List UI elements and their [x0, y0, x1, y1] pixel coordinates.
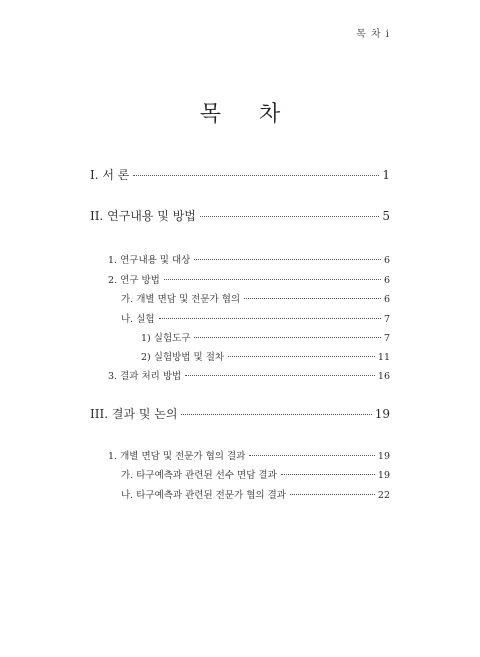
toc-entry-page: 7 — [383, 314, 390, 325]
toc-entry-label: 3. 결과 처리 방법 — [108, 371, 182, 382]
toc-entry-player-interview-results[interactable] — [121, 467, 390, 481]
toc-entry-experiment-procedure[interactable] — [141, 349, 390, 363]
toc-entry-label: 1. 연구내용 및 대상 — [108, 255, 191, 266]
title-char-1: 목 — [199, 102, 221, 127]
dot-leader — [249, 455, 375, 456]
toc-entry-methods[interactable] — [90, 207, 390, 224]
toc-entry-label: I. 서 론 — [90, 168, 130, 182]
toc-entry-research-method[interactable] — [108, 272, 390, 286]
dot-leader — [181, 414, 371, 415]
toc-entry-page: 19 — [377, 451, 390, 462]
toc-entry-interview-results[interactable] — [108, 448, 390, 462]
dot-leader — [185, 375, 375, 376]
toc-entry-page: 7 — [383, 333, 390, 344]
toc-entry-label: III. 결과 및 논의 — [90, 407, 178, 421]
toc-entry-page: 16 — [377, 371, 390, 382]
toc-entry-page: 19 — [374, 407, 390, 421]
toc-entry-page: 22 — [377, 490, 390, 501]
toc-entry-label: 가. 개별 면담 및 전문가 협의 — [121, 294, 241, 305]
toc-entry-page: 1 — [382, 168, 390, 182]
title-char-2: 차 — [259, 102, 281, 127]
toc-entry-content-subjects[interactable] — [108, 252, 390, 266]
toc-entry-label: II. 연구내용 및 방법 — [90, 209, 196, 223]
toc-entry-results-discussion[interactable] — [90, 405, 390, 422]
toc-entry-experiment[interactable] — [121, 311, 390, 325]
dot-leader — [244, 298, 381, 299]
toc-entry-label: 나. 타구예측과 관련된 전문가 협의 결과 — [121, 490, 286, 501]
toc-entry-label: 나. 실험 — [121, 314, 155, 325]
toc-entry-page: 5 — [382, 209, 390, 223]
toc-entry-experiment-tools[interactable] — [141, 330, 390, 344]
toc-entry-result-processing[interactable] — [108, 368, 390, 382]
toc-entry-label: 2. 연구 방법 — [108, 275, 160, 286]
dot-leader — [164, 279, 381, 280]
toc-entry-introduction[interactable] — [90, 166, 390, 183]
dot-leader — [159, 318, 381, 319]
toc-entry-label: 1) 실험도구 — [141, 333, 191, 344]
toc-entry-label: 가. 타구예측과 관련된 선수 면담 결과 — [121, 470, 277, 481]
toc-entry-page: 6 — [383, 255, 390, 266]
toc-entry-expert-consultation-results[interactable] — [121, 487, 390, 501]
dot-leader — [194, 259, 381, 260]
toc-entry-page: 6 — [383, 294, 390, 305]
page-title — [0, 97, 480, 128]
dot-leader — [200, 216, 379, 217]
dot-leader — [133, 175, 379, 176]
toc-entry-interview-consultation[interactable] — [121, 291, 390, 305]
running-header: 목 차 i — [356, 29, 390, 40]
dot-leader — [290, 494, 375, 495]
toc-entry-page: 19 — [377, 470, 390, 481]
dot-leader — [281, 474, 375, 475]
toc-entry-page: 11 — [377, 352, 390, 363]
dot-leader — [194, 337, 380, 338]
dot-leader — [228, 356, 375, 357]
toc-entry-page: 6 — [383, 275, 390, 286]
toc-entry-label: 1. 개별 면담 및 전문가 협의 결과 — [108, 451, 246, 462]
toc-entry-label: 2) 실험방법 및 절차 — [141, 352, 225, 363]
